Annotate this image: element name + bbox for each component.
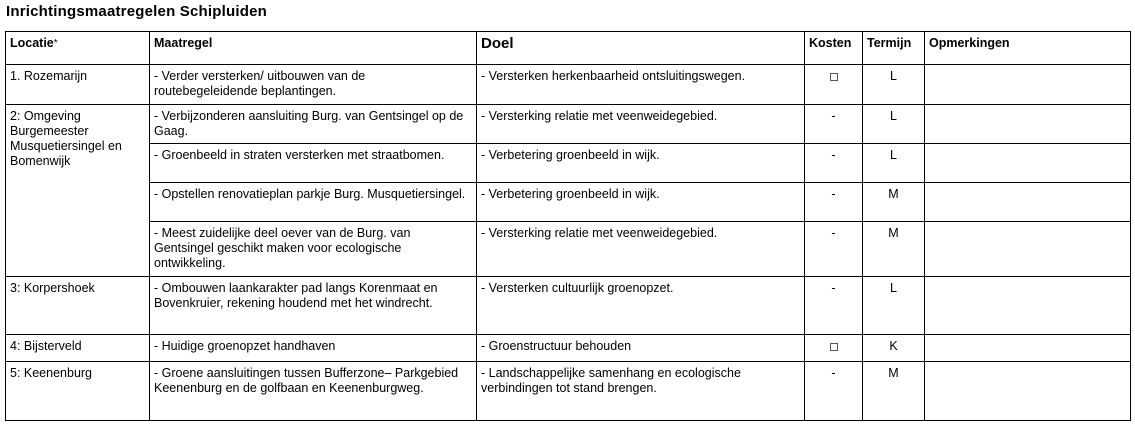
cell-doel: - Verbetering groenbeeld in wijk.	[477, 144, 805, 183]
cell-termijn: L	[863, 277, 925, 335]
cell-kosten: -	[805, 277, 863, 335]
header-locatie: Locatie*	[6, 32, 150, 65]
header-termijn: Termijn	[863, 32, 925, 65]
cell-maatregel: - Meest zuidelijke deel oever van de Burg. van Gentsingel geschikt maken voor ecologische ontwikkeling.	[150, 222, 477, 277]
measures-table	[5, 31, 1131, 421]
cell-doel: - Versterken cultuurlijk groenopzet.	[477, 277, 805, 335]
header-maatregel: Maatregel	[150, 32, 477, 65]
table-row	[6, 105, 1131, 144]
table-row	[6, 183, 1131, 222]
cell-opmerkingen	[925, 335, 1131, 362]
cell-maatregel: - Huidige groenopzet handhaven	[150, 335, 477, 362]
cell-termijn: K	[863, 335, 925, 362]
table-row	[6, 65, 1131, 105]
page-title: Inrichtingsmaatregelen Schipluiden	[6, 3, 268, 20]
cell-kosten: -	[805, 105, 863, 144]
cell-opmerkingen	[925, 105, 1131, 144]
cell-termijn: M	[863, 183, 925, 222]
cell-opmerkingen	[925, 183, 1131, 222]
cell-opmerkingen	[925, 144, 1131, 183]
cell-doel: - Groenstructuur behouden	[477, 335, 805, 362]
cell-termijn: L	[863, 105, 925, 144]
cell-doel: - Versterking relatie met veenweidegebied.	[477, 222, 805, 277]
cell-locatie: 5: Keenenburg	[6, 362, 150, 421]
cell-doel: - Verbetering groenbeeld in wijk.	[477, 183, 805, 222]
cell-termijn: L	[863, 65, 925, 105]
small-square-icon	[830, 343, 838, 351]
cell-doel: - Versterken herkenbaarheid ontsluitingswegen.	[477, 65, 805, 105]
cell-locatie: 3: Korpershoek	[6, 277, 150, 335]
header-opmerkingen: Opmerkingen	[925, 32, 1131, 65]
table-row	[6, 144, 1131, 183]
cell-locatie: 4: Bijsterveld	[6, 335, 150, 362]
cell-kosten: -	[805, 144, 863, 183]
cell-doel: - Landschappelijke samenhang en ecologische verbindingen tot stand brengen.	[477, 362, 805, 421]
cell-termijn: M	[863, 222, 925, 277]
cell-opmerkingen	[925, 65, 1131, 105]
cell-maatregel: - Groenbeeld in straten versterken met straatbomen.	[150, 144, 477, 183]
cell-termijn: L	[863, 144, 925, 183]
cell-opmerkingen	[925, 362, 1131, 421]
footnote-marker: *	[53, 38, 58, 49]
table-row	[6, 362, 1131, 421]
cell-maatregel: - Ombouwen laankarakter pad langs Korenmaat en Bovenkruier, rekening houdend met het windrecht.	[150, 277, 477, 335]
cell-maatregel: - Verbijzonderen aansluiting Burg. van Gentsingel op de Gaag.	[150, 105, 477, 144]
header-row	[6, 32, 1131, 65]
table-row	[6, 222, 1131, 277]
cell-kosten	[805, 65, 863, 105]
cell-doel: - Versterking relatie met veenweidegebied.	[477, 105, 805, 144]
header-kosten: Kosten	[805, 32, 863, 65]
cell-kosten: -	[805, 183, 863, 222]
header-doel: Doel	[477, 32, 805, 65]
cell-opmerkingen	[925, 222, 1131, 277]
cell-locatie: 2: Omgeving Burgemeester Musquetiersingel en Bomenwijk	[6, 105, 150, 277]
cell-maatregel: - Verder versterken/ uitbouwen van de routebegeleidende beplantingen.	[150, 65, 477, 105]
table-row	[6, 335, 1131, 362]
cell-maatregel: - Groene aansluitingen tussen Bufferzone– Parkgebied Keenenburg en de golfbaan en Keenenburgweg.	[150, 362, 477, 421]
table-row	[6, 277, 1131, 335]
cell-termijn: M	[863, 362, 925, 421]
cell-locatie: 1. Rozemarijn	[6, 65, 150, 105]
cell-kosten: -	[805, 222, 863, 277]
cell-maatregel: - Opstellen renovatieplan parkje Burg. Musquetiersingel.	[150, 183, 477, 222]
small-square-icon	[830, 73, 838, 81]
cell-kosten: -	[805, 362, 863, 421]
cell-opmerkingen	[925, 277, 1131, 335]
cell-kosten	[805, 335, 863, 362]
